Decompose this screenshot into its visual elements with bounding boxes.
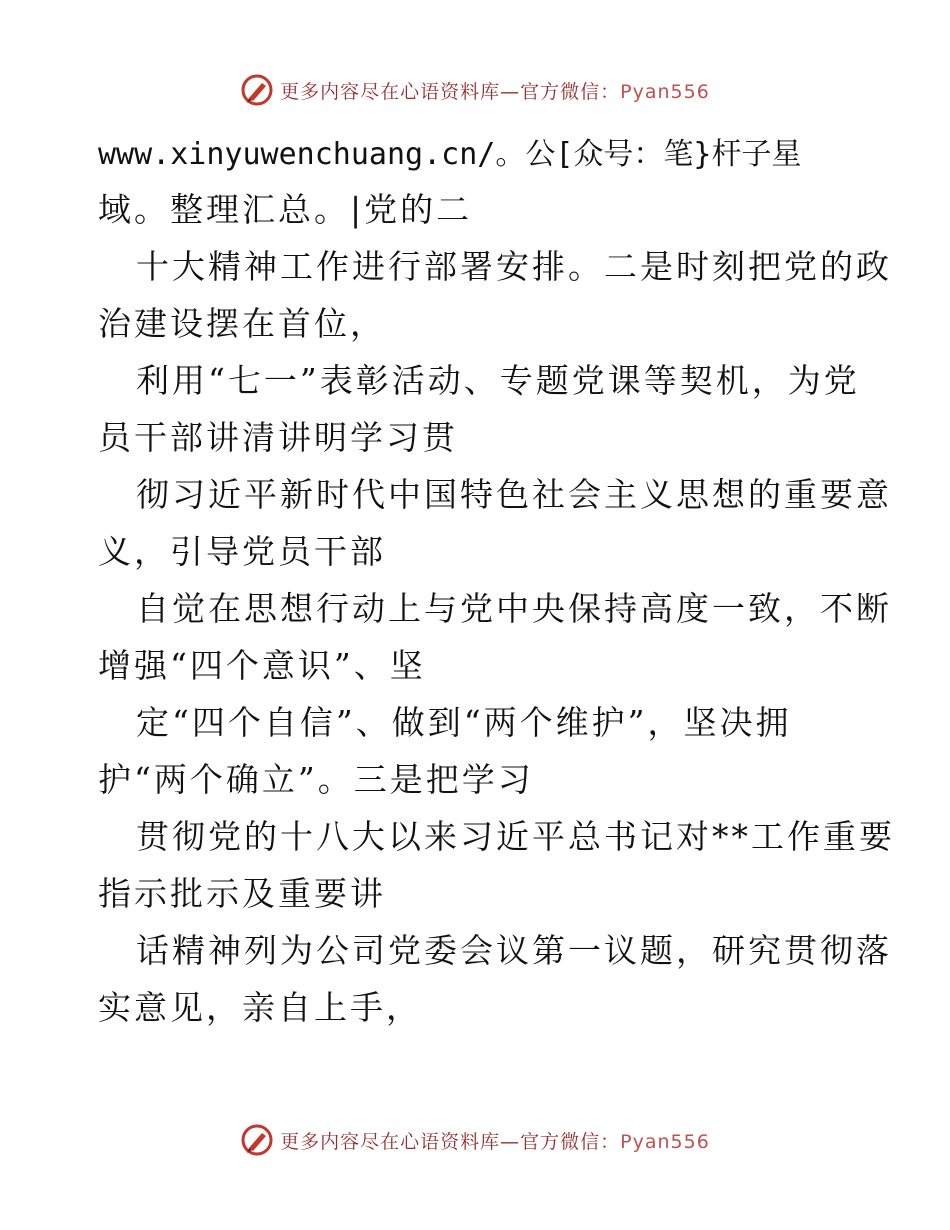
pen-logo-icon xyxy=(240,1123,274,1157)
body-line-12: 护“两个确立”。三是把学习 xyxy=(98,760,534,799)
body-line-7: 彻习近平新时代中国特色社会主义思想的重要意 xyxy=(136,475,892,514)
body-line-1 xyxy=(98,124,858,181)
body-line-9: 自觉在思想行动上与党中央保持高度一致，不断 xyxy=(136,589,892,628)
body-line-11: 定“四个自信”、做到“两个维护”，坚决拥 xyxy=(136,703,792,742)
body-line-15: 话精神列为公司党委会议第一议题，研究贯彻落 xyxy=(136,931,892,970)
document-body xyxy=(98,124,895,1036)
banner-text: 更多内容尽在心语资料库—官方微信：Pyan556 xyxy=(280,1130,710,1153)
body-line-8: 义，引导党员干部 xyxy=(98,532,386,571)
body-line-6: 员干部讲清讲明学习贯 xyxy=(98,418,458,457)
banner-text: 更多内容尽在心语资料库—官方微信：Pyan556 xyxy=(280,80,710,103)
pen-logo-icon xyxy=(240,73,274,107)
wechat-id: Pyan556 xyxy=(620,80,710,103)
body-line-4: 治建设摆在首位， xyxy=(98,304,386,343)
body-line-2: 域。整理汇总。|党的二 xyxy=(98,190,473,229)
wechat-id: Pyan556 xyxy=(620,1130,710,1153)
body-line-5: 利用“七一”表彰活动、专题党课等契机，为党 xyxy=(136,361,860,400)
body-line-14: 指示批示及重要讲 xyxy=(98,874,386,913)
footer-watermark-banner xyxy=(0,1120,950,1160)
header-watermark-banner xyxy=(0,70,950,110)
body-line-3: 十大精神工作进行部署安排。二是时刻把党的政 xyxy=(136,247,892,286)
body-line-16: 实意见，亲自上手， xyxy=(98,988,422,1027)
body-line-10: 增强“四个意识”、坚 xyxy=(98,646,426,685)
body-line-1-text: www.xinyuwenchuang.cn/。公[众号：笔}杆子星 xyxy=(98,137,802,172)
body-line-13: 贯彻党的十八大以来习近平总书记对**工作重要 xyxy=(136,817,895,856)
